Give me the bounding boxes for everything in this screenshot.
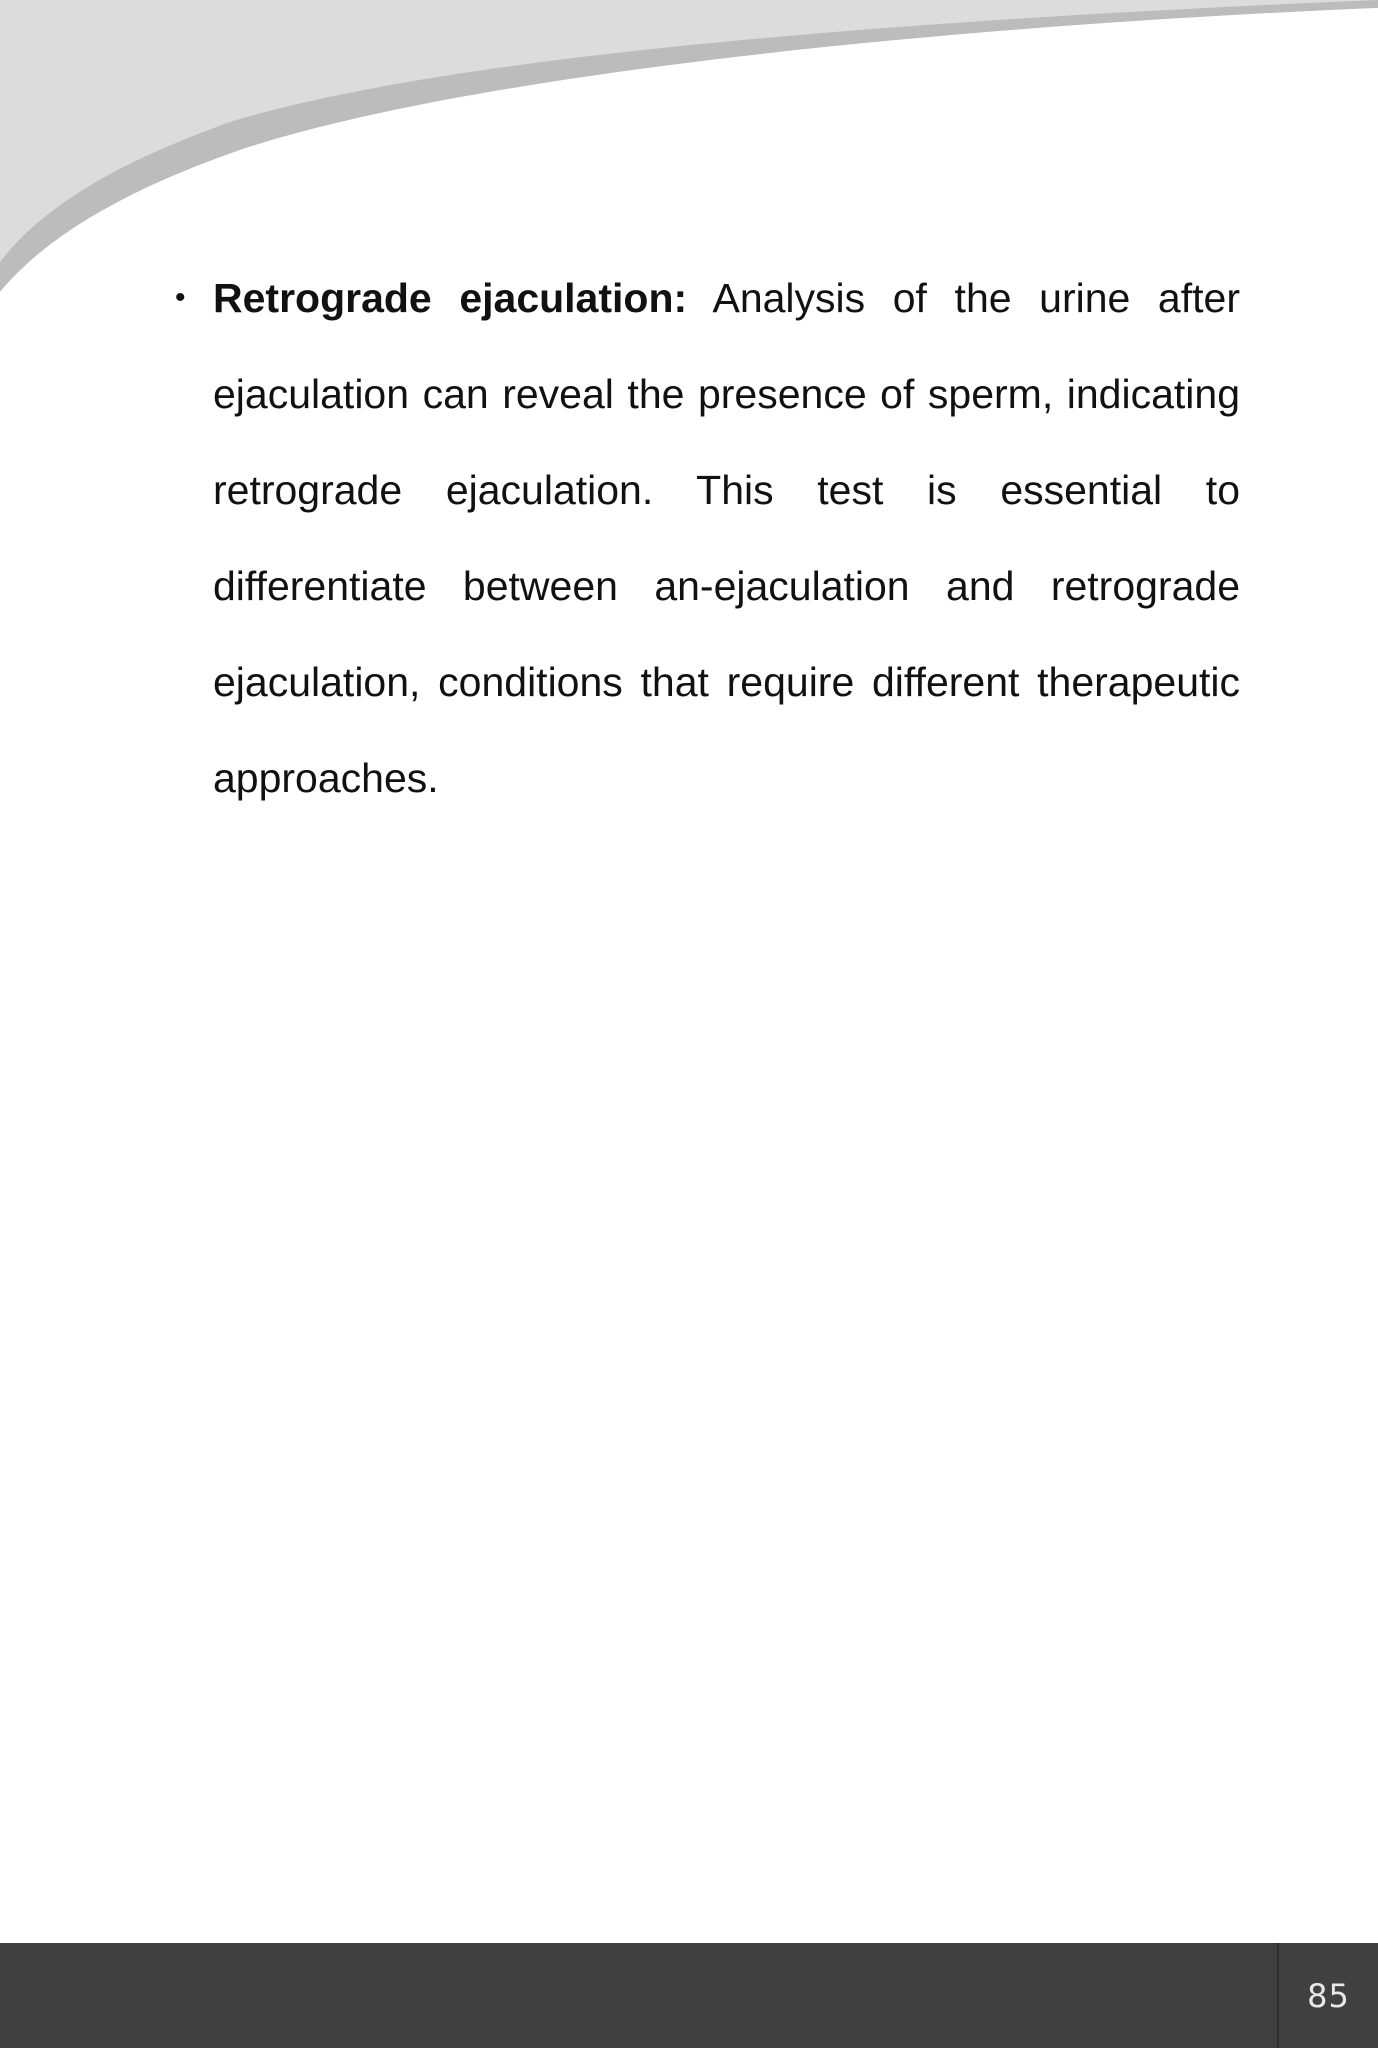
bullet-text: Analysis of the urine after ejaculation can reveal the presence of sperm, indicating retrograde ejaculation. This test is essential to differentiate between an-ejaculation and retrograde ejaculation, conditions that require different therapeutic approaches. xyxy=(213,275,1240,801)
footer-bar xyxy=(0,1943,1378,2048)
page-number: 85 xyxy=(1307,1976,1350,2015)
bullet-term: Retrograde ejaculation: xyxy=(213,275,688,321)
bullet-item-retrograde-ejaculation xyxy=(175,250,1240,826)
page-content xyxy=(175,250,1240,826)
bullet-list xyxy=(175,250,1240,826)
bullet-marker: • xyxy=(175,281,186,314)
page-number-box xyxy=(1277,1943,1378,2048)
